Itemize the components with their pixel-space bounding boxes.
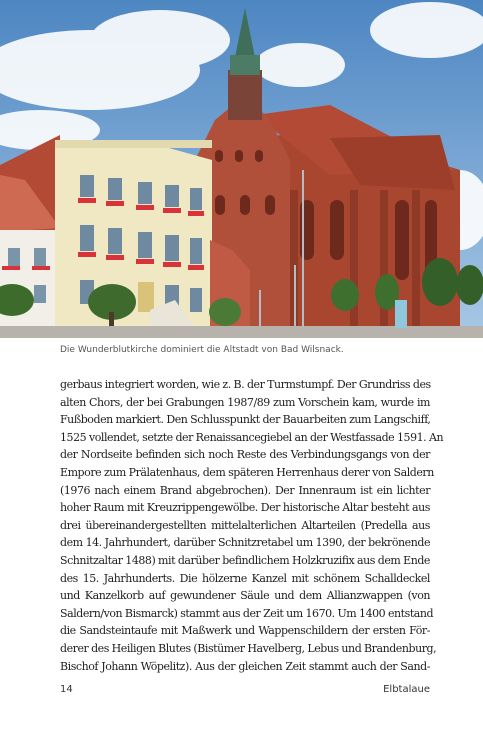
- body-line: Empore zum Prälatenhaus, dem späteren Herrenhaus derer von Saldern: [60, 465, 434, 479]
- body-line: Saldern/von Bismarck) stammt aus der Zeit um 1670. Um 1400 entstand: [60, 606, 434, 620]
- page-number: 14: [60, 684, 73, 695]
- body-line: alten Chors, der bei Grabungen 1987/89 zum Vorschein kam, wurde im: [60, 395, 430, 409]
- body-line: hoher Raum mit Kreuzrippengewölbe. Der historische Altar besteht aus: [60, 501, 430, 515]
- section-name: Elbtalaue: [383, 684, 430, 695]
- body-line: und Kanzelkorb auf gewundener Säule und dem Allianzwappen (von: [60, 589, 430, 603]
- body-line: dem 14. Jahrhundert, darüber Schnitzretabel um 1390, der bekrönende: [60, 536, 430, 550]
- body-line: (1976 nach einem Brand abgebrochen). Der Innenraum ist ein lichter: [60, 483, 430, 497]
- body-text: [60, 376, 444, 675]
- body-line: drei übereinandergestellten mittelalterlichen Altarteilen (Predella aus: [60, 518, 430, 532]
- church-illustration: [0, 0, 483, 338]
- body-line: Fußboden markiert. Den Schlusspunkt der Bauarbeiten zum Langschiff,: [60, 413, 431, 427]
- body-line: die Sandsteintaufe mit Maßwerk und Wappenschildern der ersten För-: [60, 624, 430, 638]
- photo-caption: Die Wunderblutkirche dominiert die Altstadt von Bad Wilsnack.: [60, 345, 344, 355]
- body-line: 1525 vollendet, setzte der Renaissancegiebel an der Westfassade 1591. An: [60, 430, 444, 444]
- church-photo: [0, 0, 483, 338]
- body-line: der Nordseite befinden sich noch Reste des Verbindungsgangs von der: [60, 448, 430, 462]
- body-line: Bischof Johann Wöpelitz). Aus der gleichen Zeit stammt auch der Sand-: [60, 659, 430, 673]
- body-line: derer des Heiligen Blutes (Bistümer Havelberg, Lebus und Brandenburg,: [60, 641, 437, 655]
- body-line: Schnitzaltar 1488) mit darüber befindlichem Holzkruzifix aus dem Ende: [60, 553, 430, 567]
- body-line: des 15. Jahrhunderts. Die hölzerne Kanzel mit schönem Schalldeckel: [60, 571, 430, 585]
- body-line: gerbaus integriert worden, wie z. B. der Turmstumpf. Der Grundriss des: [60, 378, 431, 391]
